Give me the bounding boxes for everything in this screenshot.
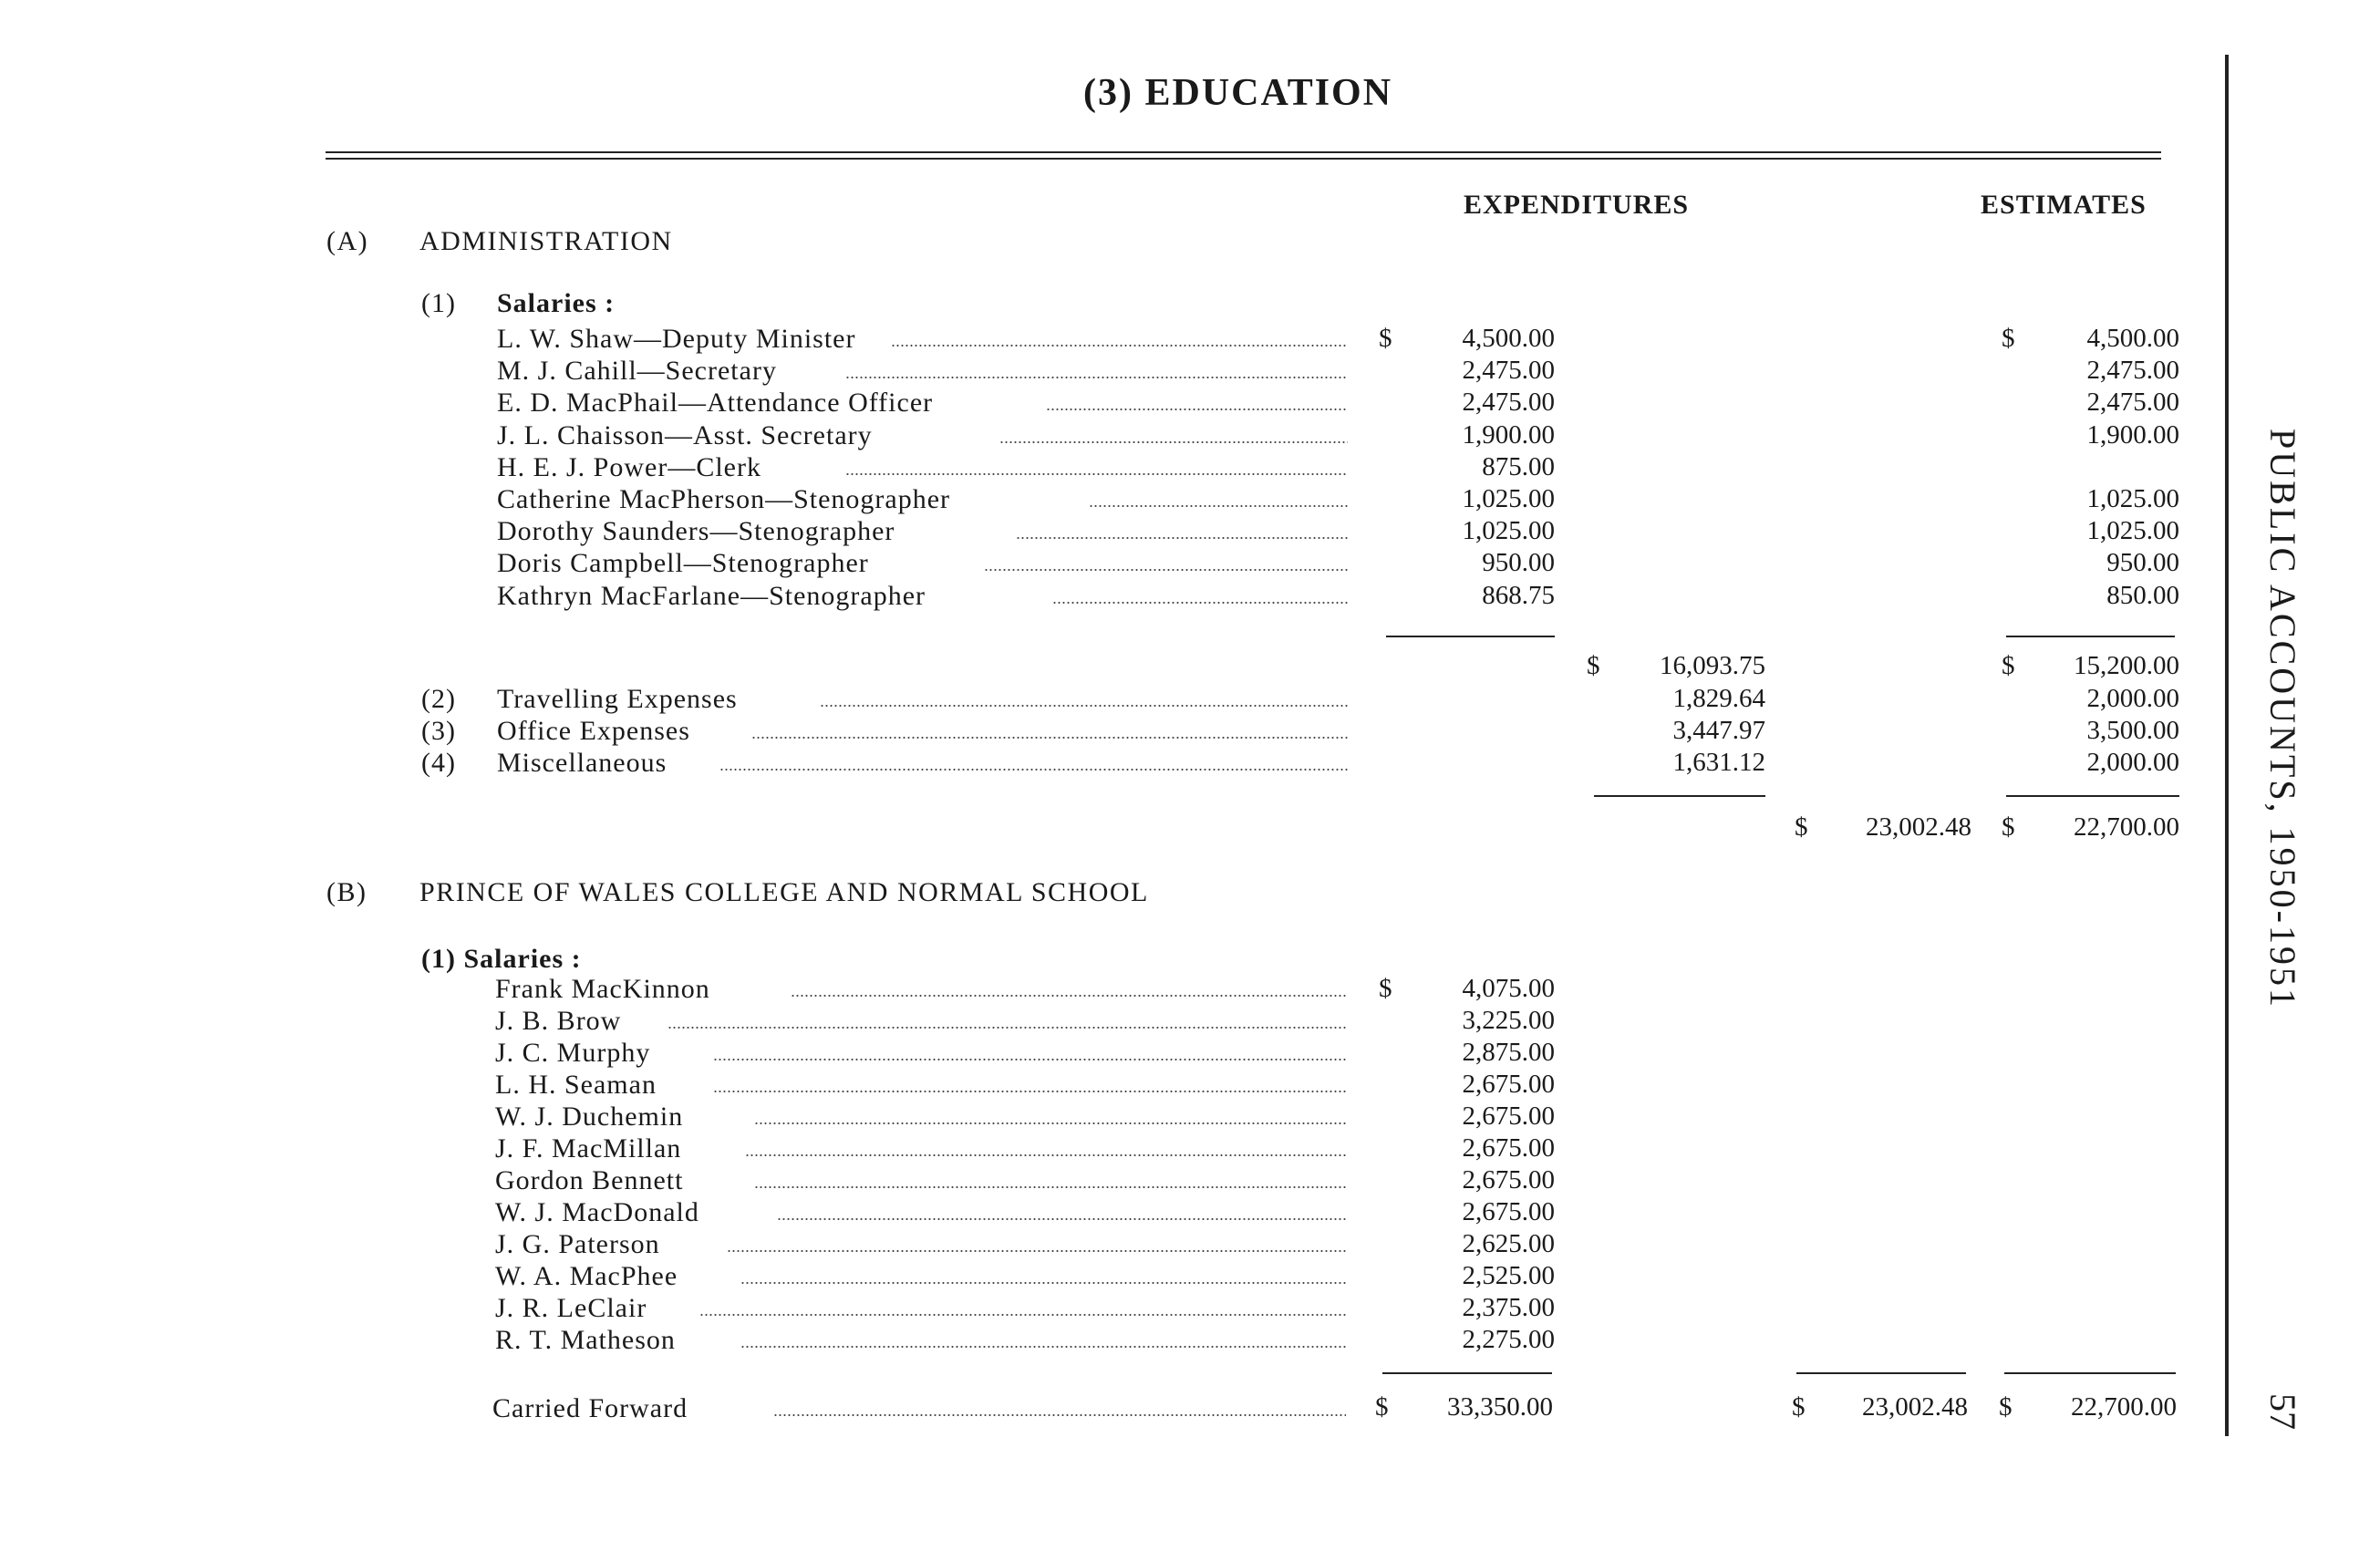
margin-rule [2225,55,2229,1436]
section-a-salaries-rule [1386,636,1555,637]
salary-expenditure: 868.75 [1482,581,1555,610]
dot-leader [891,344,1348,347]
salary-estimate: 950.00 [2106,548,2179,577]
section-a-total-dollar: $ [1795,812,1808,842]
item-estimate: 2,000.00 [2086,748,2179,777]
section-a-salaries-estimate-rule [2006,636,2175,637]
salary-name: J. F. MacMillan [495,1133,682,1164]
item-number: (3) [421,716,456,746]
dollar-sign: $ [1379,974,1392,1003]
salary-expenditure: 2,475.00 [1462,388,1555,417]
item-expenditure: 3,447.97 [1672,716,1765,745]
estimates-header: ESTIMATES [1981,190,2147,220]
header-rule-top [326,151,2161,153]
salary-expenditure: 2,675.00 [1462,1133,1555,1163]
salary-expenditure: 4,075.00 [1462,974,1555,1003]
dot-leader [984,568,1348,572]
salary-name: R. T. Matheson [495,1325,676,1355]
salary-expenditure: 875.00 [1482,452,1555,481]
salary-name: J. R. LeClair [495,1293,647,1323]
dot-leader [1089,504,1348,508]
salary-name: Dorothy Saunders—Stenographer [497,516,895,546]
section-a-title: ADMINISTRATION [419,226,673,256]
dot-leader [999,440,1348,444]
salary-expenditure: 2,275.00 [1462,1325,1555,1354]
item-name: Miscellaneous [497,748,667,778]
page-number: 57 [2262,1393,2303,1430]
dot-leader [699,1313,1348,1317]
salary-expenditure: 1,025.00 [1462,516,1555,545]
dot-leader [777,1217,1348,1221]
salary-name: J. B. Brow [495,1006,622,1036]
salary-name: Catherine MacPherson—Stenographer [497,484,951,514]
salary-expenditure: 2,375.00 [1462,1293,1555,1322]
salary-name: E. D. MacPhail—Attendance Officer [497,388,934,418]
dot-leader [740,1281,1348,1285]
page-title: (3) EDUCATION [1083,72,1393,114]
salaries-total-estimate: 15,200.00 [2074,651,2179,680]
header-rule-bottom [326,158,2161,160]
salary-name: Doris Campbell—Stenographer [497,548,869,578]
item-name: Office Expenses [497,716,690,746]
salary-expenditure: 2,675.00 [1462,1070,1555,1099]
dot-leader [845,472,1348,476]
dot-leader [713,1090,1348,1093]
dot-leader [1016,536,1348,540]
salary-name: L. W. Shaw—Deputy Minister [497,324,856,354]
salary-expenditure: 1,900.00 [1462,420,1555,450]
carried-forward-label: Carried Forward [492,1393,688,1423]
section-a-total-estimate-dollar: $ [2002,812,2015,842]
section-a-subtotal-rule [1594,795,1765,797]
carried-forward-expenditure: 23,002.48 [1862,1392,1968,1422]
salary-name: W. J. Duchemin [495,1101,684,1132]
salary-name: H. E. J. Power—Clerk [497,452,761,482]
dot-leader [727,1249,1348,1253]
dot-leader [740,1345,1348,1349]
salary-estimate: 4,500.00 [2086,324,2179,353]
salary-expenditure: 4,500.00 [1462,324,1555,353]
item-name: Travelling Expenses [497,684,738,714]
salary-expenditure: 3,225.00 [1462,1006,1555,1035]
salary-name: Frank MacKinnon [495,974,710,1004]
section-a-salaries-number: (1) [421,288,456,318]
item-number: (2) [421,684,456,714]
section-b-salaries-heading: (1) Salaries : [421,944,582,974]
dot-leader [1052,601,1348,605]
dot-leader [1046,408,1348,411]
item-estimate: 3,500.00 [2086,716,2179,745]
salary-name: M. J. Cahill—Secretary [497,356,777,386]
dot-leader [667,1026,1348,1029]
salary-estimate: 1,900.00 [2086,420,2179,450]
dot-leader [845,376,1348,379]
salary-name: Gordon Bennett [495,1165,684,1195]
dot-leader [820,704,1348,708]
salary-expenditure: 2,675.00 [1462,1165,1555,1195]
carried-forward-expenditure-rule [1796,1372,1966,1374]
section-a-total-expenditure: 23,002.48 [1866,812,1971,842]
dollar-sign: $ [1379,324,1392,353]
salaries-total-estimate-dollar: $ [2002,651,2015,680]
salary-name: W. A. MacPhee [495,1261,678,1291]
dot-leader [791,994,1348,998]
item-expenditure: 1,829.64 [1672,684,1765,713]
section-a-subtotal-estimate-rule [2006,795,2179,797]
salary-name: J. C. Murphy [495,1038,651,1068]
salary-expenditure: 2,525.00 [1462,1261,1555,1290]
salary-name: Kathryn MacFarlane—Stenographer [497,581,926,611]
salary-expenditure: 950.00 [1482,548,1555,577]
carried-forward-salaries-rule [1382,1372,1552,1374]
salary-estimate: 2,475.00 [2086,356,2179,385]
carried-forward-salaries: 33,350.00 [1447,1392,1553,1422]
salary-expenditure: 1,025.00 [1462,484,1555,513]
item-expenditure: 1,631.12 [1672,748,1765,777]
section-b-letter: (B) [326,877,367,907]
carried-forward-estimate-rule [2004,1372,2176,1374]
dot-leader [754,1122,1348,1125]
salary-estimate: 1,025.00 [2086,516,2179,545]
dot-leader [745,1153,1348,1157]
salary-name: J. L. Chaisson—Asst. Secretary [497,420,873,450]
salary-name: W. J. MacDonald [495,1197,699,1227]
carried-forward-leader [773,1413,1346,1417]
salaries-total-expenditure: 16,093.75 [1660,651,1765,680]
carried-forward-estimate: 22,700.00 [2071,1392,2177,1422]
salary-name: L. H. Seaman [495,1070,657,1100]
salary-estimate: 2,475.00 [2086,388,2179,417]
dot-leader [713,1058,1348,1061]
section-a-salaries-label: Salaries : [497,288,616,318]
salary-expenditure: 2,625.00 [1462,1229,1555,1258]
carried-forward-estimate-dollar: $ [1999,1392,2013,1422]
section-a-total-estimate: 22,700.00 [2074,812,2179,842]
dot-leader [754,1185,1348,1189]
carried-forward-expenditure-dollar: $ [1792,1392,1806,1422]
salary-estimate: 850.00 [2106,581,2179,610]
salary-expenditure: 2,875.00 [1462,1038,1555,1067]
section-a-letter: (A) [326,226,369,256]
carried-forward-salaries-dollar: $ [1375,1392,1389,1422]
salaries-total-dollar: $ [1587,651,1600,680]
salary-estimate: 1,025.00 [2086,484,2179,513]
salary-expenditure: 2,675.00 [1462,1101,1555,1131]
salary-expenditure: 2,675.00 [1462,1197,1555,1226]
dollar-sign: $ [2002,324,2015,353]
item-number: (4) [421,748,456,778]
expenditures-header: EXPENDITURES [1464,190,1690,220]
item-estimate: 2,000.00 [2086,684,2179,713]
salary-name: J. G. Paterson [495,1229,660,1259]
dot-leader [719,768,1348,771]
dot-leader [751,736,1348,739]
running-title: PUBLIC ACCOUNTS, 1950-1951 [2262,429,2303,1009]
section-b-title: PRINCE OF WALES COLLEGE AND NORMAL SCHOOL [419,877,1149,907]
salary-expenditure: 2,475.00 [1462,356,1555,385]
